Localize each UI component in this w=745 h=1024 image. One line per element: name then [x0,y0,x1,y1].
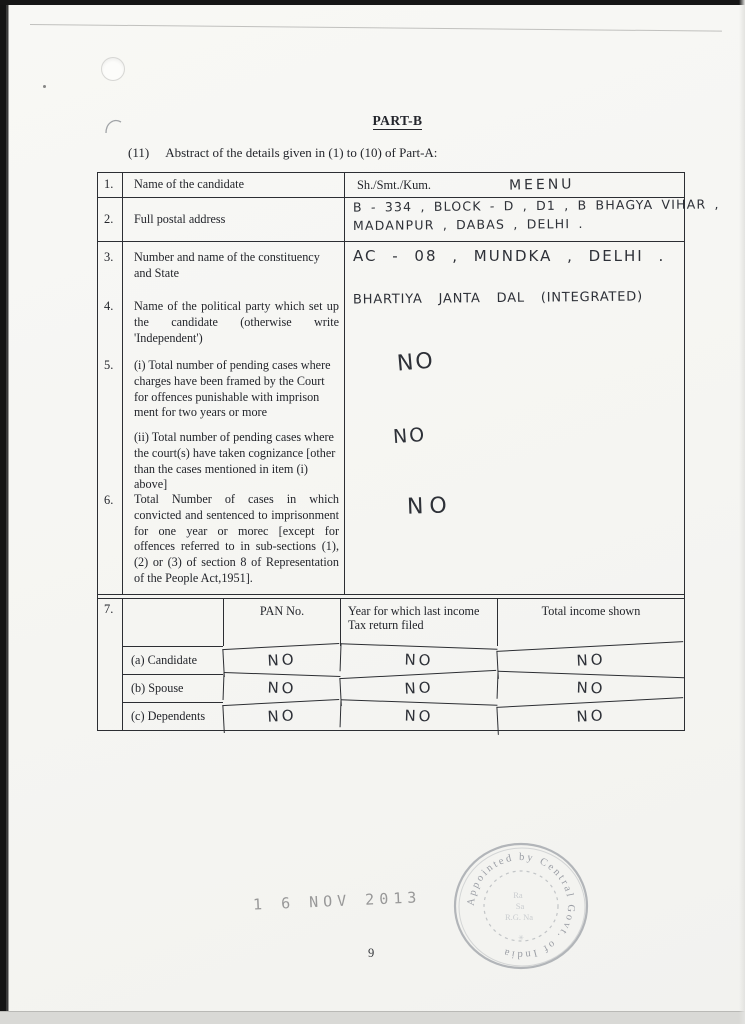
row-values-column [345,242,684,594]
stamp-center-line-3: R.G. Na [504,912,534,922]
scan-edge-top [0,0,745,5]
stamp-ring-text: Appointed by Central Govt. of India [465,851,577,961]
item-11-caption [128,145,437,161]
item-11-number: (11) [128,145,150,160]
row-6-label: Total Number of cases in which convicted and sentenced to imprisonment for one year or morec [except for offences referred to in sub-sections (1), (2) or (3) of section 8 of Representation of the People Act,1951]. [134,492,339,585]
scan-edge-bottom [0,1011,745,1024]
pending-cases-i-handwritten: NO [395,348,436,377]
income-tax-subtable [123,599,684,730]
table-row-7 [98,598,684,730]
row-1-label: Name of the candidate [123,173,345,197]
header-pan-no: PAN No. [223,599,340,646]
table-row-1 [98,173,684,198]
row-2-number: 2. [98,198,123,241]
ink-speck [43,85,46,88]
stamp-center-line-1: Ra [513,890,523,900]
candidate-name-handwritten: MEENU [508,176,575,194]
candidate-year-handwritten: NO [340,643,498,676]
party-name-handwritten: BHARTIYA JANTA DAL (INTEGRATED) [352,289,643,308]
dependents-income-handwritten: NO [496,697,684,735]
pending-cases-ii-handwritten: NO [392,423,427,449]
row-candidate-label: (a) Candidate [123,646,223,674]
candidate-details-table [97,172,720,731]
row-5i-label: (i) Total number of pending cases where charges have been framed by the Court for offences punishable with imprison ment for two years or more [134,358,331,420]
spouse-income-handwritten: NO [497,670,685,705]
row-labels-column [123,242,345,594]
dependents-pan-handwritten: NO [222,698,340,732]
round-rubber-stamp [446,838,596,980]
spouse-year-handwritten: NO [339,669,497,705]
scan-edge-left [0,0,9,1012]
row-2-label: Full postal address [123,198,345,241]
candidate-pan-handwritten: NO [222,642,340,676]
row-5ii-label: (ii) Total number of pending cases where the court(s) have taken cognizance [other than the cases mentioned in item (i) above] [134,430,336,492]
hole-punch-mark [101,57,125,81]
constituency-handwritten: AC - 08 , MUNDKA , DELHI . [353,247,666,265]
row-7-number: 7. [98,599,123,730]
row-dependents-label: (c) Dependents [123,702,223,730]
salutation-prefix: Sh./Smt./Kum. [357,177,432,192]
paper-crease-line [30,24,722,32]
header-total-income: Total income shown [497,599,684,646]
dependents-year-handwritten: NO [340,699,498,732]
row-4-number: 4. [104,299,114,313]
stamp-center-line-2: Sa [515,901,525,911]
row-4-label: Name of the political party which set up the candidate (otherwise write 'Independent') [134,299,339,345]
row-5-number: 5. [104,358,114,372]
row-6-number: 6. [104,493,114,507]
row-numbers-column [98,242,123,594]
item-11-text: Abstract of the details given in (1) to (10) of Part-A: [165,145,438,160]
postal-address-line-1: B - 334 , BLOCK - D , D1 , B BHAGYA VIHAR , [352,196,720,215]
table-row-2 [98,196,720,242]
row-spouse-label: (b) Spouse [123,674,223,702]
row-1-number: 1. [98,173,123,197]
convicted-cases-handwritten: NO [406,493,454,520]
postal-address-line-2: MADANPUR , DABAS , DELHI . [352,215,584,234]
header-tax-year: Year for which last income Tax return filed [340,599,497,646]
stamp-star-mark: ✳ [518,934,524,942]
spouse-pan-handwritten: NO [223,671,341,703]
page-number: 9 [368,946,375,960]
subtable-corner-cell [123,599,223,646]
candidate-income-handwritten: NO [496,641,684,679]
scan-edge-right [739,0,745,1024]
row-3-label: Number and name of the constituency and State [134,250,320,280]
page-title: PART-B [372,113,423,128]
table-rows-3-to-6 [98,242,684,595]
row-3-number: 3. [104,250,114,264]
row-1-value-cell [345,173,684,197]
row-2-value-cell [345,196,720,241]
date-stamp: 1 6 NOV 2013 [252,888,422,914]
